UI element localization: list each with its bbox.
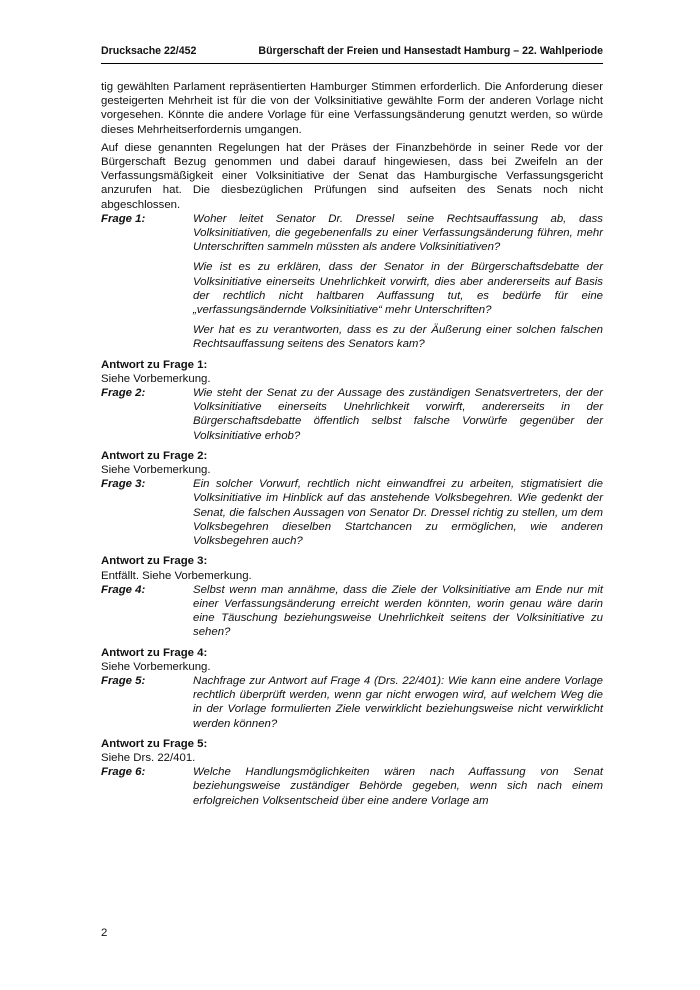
question-label: Frage 1: — [101, 212, 146, 225]
question-block-2 — [101, 386, 603, 443]
question-block-4 — [101, 583, 603, 640]
question-block-3 — [101, 477, 603, 548]
parliament-title: Bürgerschaft der Freien und Hansestadt Hamburg – 22. Wahlperiode — [258, 45, 603, 57]
intro-paragraph: tig gewählten Parlament repräsentierten Hamburger Stimmen erforderlich. Die Anforderung dieser gesteigerten Mehrheit ist für die von der Volksinitiative gewählte Form der anderen Vorlage nicht vorgesehen. Könnte die andere Vorlage für eine Verfassungsänderung genutzt werden, so würde dieses Mehrheitserfordernis umgangen. — [101, 81, 603, 136]
intro-paragraph: Auf diese genannten Regelungen hat der Präses der Finanzbehörde in seiner Rede vor der Bürgerschaft Bezug genommen und dabei darauf hingewiesen, dass bei Zweifeln an der Verfassungsmäßigkeit einer Volksinitiative der Senat das Hamburgische Verfassungsgericht anzurufen hat. Die diesbezüglichen Prüfungen sind aufseiten des Senats noch nicht abgeschlossen. — [101, 141, 603, 211]
answer-heading: Antwort zu Frage 5: — [101, 737, 208, 750]
page-header — [101, 44, 603, 58]
question-block-5 — [101, 674, 603, 731]
question-paragraph: Welche Handlungsmöglichkeiten wären nach Auffassung von Senat beziehungsweise zuständiger Behörde gegeben, wenn sich nach einem erfolgreichen Volksentscheid über eine andere Vorlage am — [193, 766, 603, 807]
answer-text: Siehe Vorbemerkung. — [101, 372, 211, 385]
question-paragraph: Wie steht der Senat zu der Aussage des zuständigen Senatsvertreters, der der Volksinitiative einerseits Unehrlichkeit vorwirft, andererseits in der Bürgerschaftsdebatte öffentlich selbst falsche Vorwürfe gegenüber der Volksinitiative erhob? — [193, 387, 603, 442]
question-paragraph: Ein solcher Vorwurf, rechtlich nicht einwandfrei zu arbeiten, stigmatisiert die Volksinitiative im Hinblick auf das anstehende Volksbegehren. Wie gedenkt der Senat, die falschen Aussagen von Senator Dr. Dressel richtig zu stellen, um dem Volksbegehren dieselben Startchancen zu ermöglichen, wie anderen Volksbegehren auch? — [193, 478, 603, 548]
question-paragraph: Selbst wenn man annähme, dass die Ziele der Volksinitiative am Ende nur mit einer Verfassungsänderung erreicht werden könnten, worin genau wäre darin eine Täuschung beziehungsweise Unehrlichkeit seitens der Volksinitiative zu sehen? — [193, 583, 603, 639]
answer-heading: Antwort zu Frage 4: — [101, 646, 208, 659]
question-text — [193, 477, 603, 548]
header-rule — [101, 63, 603, 64]
question-paragraph: Wer hat es zu verantworten, dass es zu der Äußerung einer solchen falschen Rechtsauffassung seitens des Senators kam? — [193, 324, 603, 351]
document-body — [101, 80, 603, 814]
question-label: Frage 5: — [101, 674, 146, 687]
question-text — [193, 583, 603, 640]
question-block-1 — [101, 212, 603, 352]
question-label: Frage 3: — [101, 478, 146, 491]
question-text — [193, 386, 603, 443]
question-text — [193, 765, 603, 808]
question-block-6 — [101, 765, 603, 808]
page-number: 2 — [101, 927, 108, 939]
document-number: Drucksache 22/452 — [101, 45, 197, 57]
answer-heading: Antwort zu Frage 1: — [101, 358, 208, 371]
answer-text: Entfällt. Siehe Vorbemerkung. — [101, 569, 252, 582]
question-text — [193, 212, 603, 352]
question-label: Frage 4: — [101, 583, 146, 596]
answer-heading: Antwort zu Frage 2: — [101, 449, 208, 462]
answer-text: Siehe Vorbemerkung. — [101, 464, 211, 477]
question-paragraph: Wie ist es zu erklären, dass der Senator in der Bürgerschaftsdebatte der Volksinitiative einerseits Unehrlichkeit vorwirft, dies aber andererseits auf Basis der rechtlich nicht haltbaren Auffassung tut, es bedürfe für eine „verfassungsändernde Volksinitiative“ mehr Unterschriften? — [193, 261, 603, 317]
question-paragraph: Woher leitet Senator Dr. Dressel seine Rechtsauffassung ab, dass Volksinitiativen, die gegebenenfalls zu einer Verfassungsänderung führen, mehr Unterschriften sammeln müssten als andere Volksinitiativen? — [193, 212, 603, 254]
question-paragraph: Nachfrage zur Antwort auf Frage 4 (Drs. 22/401): Wie kann eine andere Vorlage rechtlich überprüft werden, wenn gar nicht erwogen wird, auf welchem Weg die in der Vorlage formulierten Ziele verwirklicht beziehungsweise nicht verwirklicht werden können? — [193, 674, 603, 730]
answer-text: Siehe Vorbemerkung. — [101, 660, 211, 673]
question-label: Frage 2: — [101, 387, 146, 400]
question-text — [193, 674, 603, 731]
answer-text: Siehe Drs. 22/401. — [101, 751, 196, 764]
question-label: Frage 6: — [101, 766, 146, 779]
answer-heading: Antwort zu Frage 3: — [101, 555, 208, 568]
